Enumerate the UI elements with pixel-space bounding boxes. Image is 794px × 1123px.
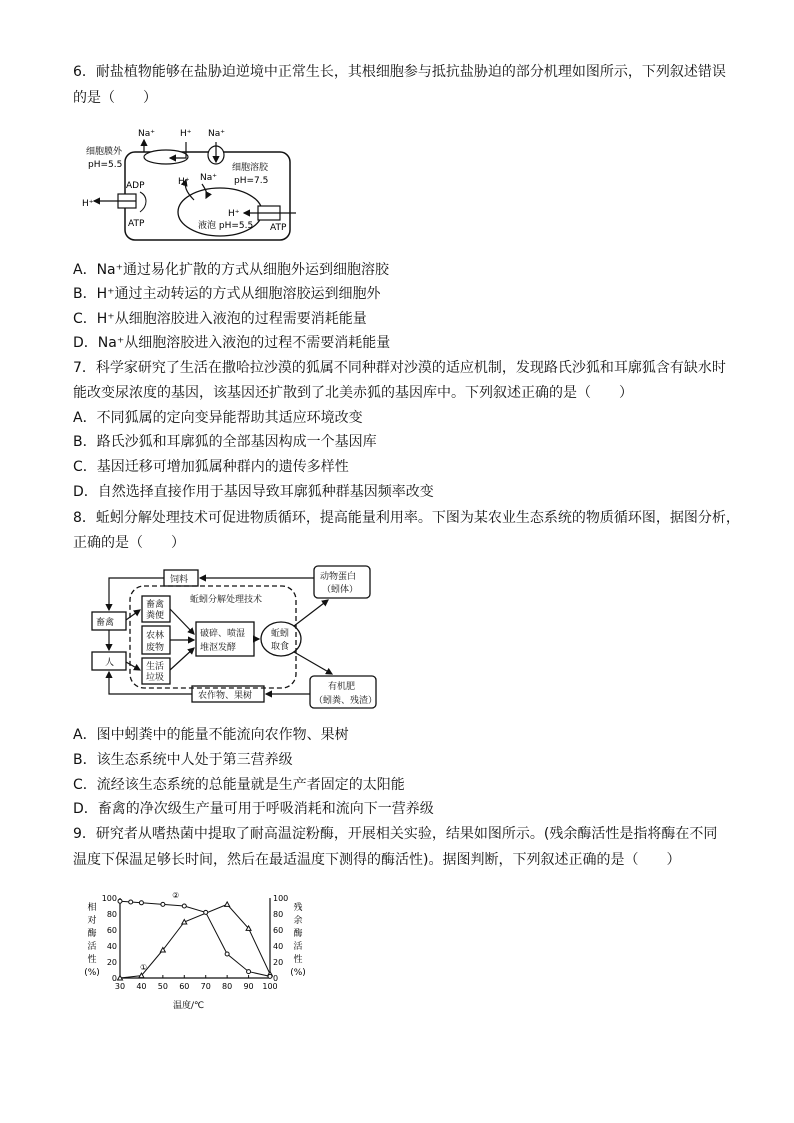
- outside-ph: pH=5.5: [88, 160, 123, 170]
- livestock-label: 畜禽: [96, 618, 115, 628]
- q6-stem-line1: 6．耐盐植物能够在盐胁迫逆境中正常生长，其根细胞参与抵抗盐胁迫的部分机理如图所示，下列叙述错误: [73, 64, 726, 80]
- garbage-label-1: 生活: [146, 662, 165, 672]
- feed-label: 饲料: [170, 575, 189, 585]
- series-name-label: ②: [172, 891, 180, 900]
- waste-label-1: 农林: [146, 631, 165, 641]
- q6-option-d: D．Na⁺从细胞溶胶进入液泡的过程不需要消耗能量: [73, 335, 391, 351]
- y-tick-label-right: 40: [273, 942, 284, 951]
- x-tick-label: 80: [222, 982, 233, 991]
- q9-enzyme-chart: [80, 888, 310, 1012]
- manure-label-2: 粪便: [146, 611, 165, 621]
- na-label-1: Na⁺: [138, 129, 155, 139]
- data-point-circle: [225, 952, 229, 956]
- y-tick-label-left: 40: [106, 942, 117, 951]
- y-label-left-char: 活: [87, 942, 97, 952]
- data-point-triangle: [182, 920, 187, 925]
- y-tick-label-left: 20: [106, 958, 117, 967]
- x-tick-label: 100: [262, 982, 278, 991]
- y-label-right-char: (%): [290, 968, 306, 978]
- x-axis-label: 温度/℃: [173, 1001, 205, 1011]
- data-point-circle: [268, 974, 272, 978]
- tech-label: 蚯蚓分解处理技术: [190, 595, 263, 605]
- y-tick-label-left: 0: [111, 974, 117, 983]
- y-label-left-char: 性: [87, 955, 97, 965]
- y-tick-label-left: 100: [101, 894, 117, 903]
- data-point-circle: [182, 904, 186, 908]
- cytosol-label: 细胞溶胶: [232, 163, 269, 173]
- outside-label: 细胞膜外: [86, 147, 123, 157]
- q6-cell-diagram: [82, 122, 300, 246]
- y-tick-label-left: 80: [106, 910, 117, 919]
- data-point-triangle: [118, 976, 123, 981]
- q7-option-b: B．路氏沙狐和耳廓狐的全部基因构成一个基因库: [73, 434, 377, 450]
- human-label: 人: [105, 658, 115, 668]
- q6-stem-line2: 的是（ ）: [73, 90, 157, 106]
- manure-label-1: 畜禽: [146, 600, 165, 610]
- atp-label-2: ATP: [270, 223, 287, 233]
- q6-option-b: B．H⁺通过主动转运的方式从细胞溶胶运到细胞外: [73, 286, 381, 302]
- q7-option-c: C．基因迁移可增加狐属种群内的遗传多样性: [73, 459, 349, 475]
- q8-option-c: C．流经该生态系统的总能量就是生产者固定的太阳能: [73, 777, 405, 793]
- na-label-3: Na⁺: [200, 173, 217, 183]
- q6-option-a: A．Na⁺通过易化扩散的方式从细胞外运到细胞溶胶: [73, 262, 390, 278]
- cytosol-ph: pH=7.5: [234, 176, 269, 186]
- y-tick-label-right: 80: [273, 910, 284, 919]
- q8-option-b: B．该生态系统中人处于第三营养级: [73, 752, 293, 768]
- data-point-circle: [247, 970, 251, 974]
- data-point-circle: [161, 902, 165, 906]
- fertilizer-label: 有机肥: [328, 682, 356, 692]
- y-tick-label-left: 60: [106, 926, 117, 935]
- q8-cycle-diagram: [88, 562, 388, 710]
- q6-option-c: C．H⁺从细胞溶胶进入液泡的过程需要消耗能量: [73, 311, 367, 327]
- q8-option-a: A．图中蚓粪中的能量不能流向农作物、果树: [73, 727, 349, 743]
- data-point-circle: [129, 900, 133, 904]
- crops-label: 农作物、果树: [198, 691, 253, 701]
- worm-label-2: 取食: [271, 642, 290, 652]
- q7-stem-line2: 能改变尿浓度的基因，该基因还扩散到了北美赤狐的基因库中。下列叙述正确的是（ ）: [73, 385, 633, 401]
- y-label-left-char: 对: [87, 916, 97, 926]
- data-point-triangle: [225, 902, 230, 907]
- x-tick-label: 60: [179, 982, 190, 991]
- animal-protein-sub: （蚓体）: [322, 585, 359, 595]
- q7-option-d: D．自然选择直接作用于基因导致耳廓狐种群基因频率改变: [73, 484, 434, 500]
- fertilizer-sub: （蚓粪、残渣）: [314, 696, 378, 706]
- atp-label-1: ATP: [128, 219, 145, 229]
- h-label-4: H⁺: [82, 199, 94, 209]
- y-label-right-char: 酶: [293, 929, 303, 939]
- process-label-2: 堆沤发酵: [200, 643, 237, 653]
- data-point-circle: [139, 901, 143, 905]
- vacuole-label: 液泡 pH=5.5: [198, 221, 254, 231]
- q7-option-a: A．不同狐属的定向变异能帮助其适应环境改变: [73, 410, 363, 426]
- y-tick-label-right: 0: [273, 974, 279, 983]
- x-tick-label: 70: [200, 982, 211, 991]
- x-tick-label: 40: [136, 982, 147, 991]
- y-label-right-char: 活: [293, 942, 303, 952]
- na-label-2: Na⁺: [208, 129, 225, 139]
- y-tick-label-right: 20: [273, 958, 284, 967]
- h-label-2: H⁺: [178, 177, 190, 187]
- q9-stem-line2: 温度下保温足够长时间，然后在最适温度下测得的酶活性)。据图判断，下列叙述正确的是（ ）: [73, 852, 681, 868]
- q8-stem-line2: 正确的是（ ）: [73, 535, 185, 551]
- worm-label-1: 蚯蚓: [271, 629, 290, 639]
- data-point-circle: [204, 910, 208, 914]
- q8-option-d: D．畜禽的净次级生产量可用于呼吸消耗和流向下一营养级: [73, 801, 434, 817]
- x-tick-label: 50: [157, 982, 168, 991]
- y-tick-label-right: 100: [273, 894, 289, 903]
- animal-protein-label: 动物蛋白: [320, 572, 357, 582]
- q8-stem-line1: 8．蚯蚓分解处理技术可促进物质循环，提高能量利用率。下图为某农业生态系统的物质循环图，据图分析，: [73, 510, 740, 526]
- x-tick-label: 90: [243, 982, 254, 991]
- y-label-right-char: 余: [293, 916, 303, 926]
- q9-stem-line1: 9．研究者从嗜热菌中提取了耐高温淀粉酶，开展相关实验，结果如图所示。(残余酶活性是指将酶在不同: [73, 826, 718, 842]
- data-point-circle: [118, 899, 122, 903]
- waste-label-2: 废物: [146, 643, 165, 653]
- series-name-label: ①: [139, 963, 148, 972]
- y-label-left-char: 相: [87, 903, 97, 913]
- y-label-left-char: (%): [84, 968, 100, 978]
- adp-label-1: ADP: [126, 181, 145, 191]
- h-label-1: H⁺: [180, 129, 192, 139]
- y-label-right-char: 性: [293, 955, 303, 965]
- garbage-label-2: 垃圾: [146, 673, 165, 683]
- process-label-1: 破碎、喷湿: [200, 629, 246, 639]
- y-label-right-char: 残: [293, 903, 303, 913]
- q7-stem-line1: 7．科学家研究了生活在撒哈拉沙漠的狐属不同种群对沙漠的适应机制，发现路氏沙狐和耳廓狐含有缺水时: [73, 360, 726, 376]
- h-label-3: H⁺: [228, 209, 240, 219]
- y-label-left-char: 酶: [87, 929, 97, 939]
- x-tick-label: 30: [114, 982, 126, 991]
- y-tick-label-right: 60: [273, 926, 284, 935]
